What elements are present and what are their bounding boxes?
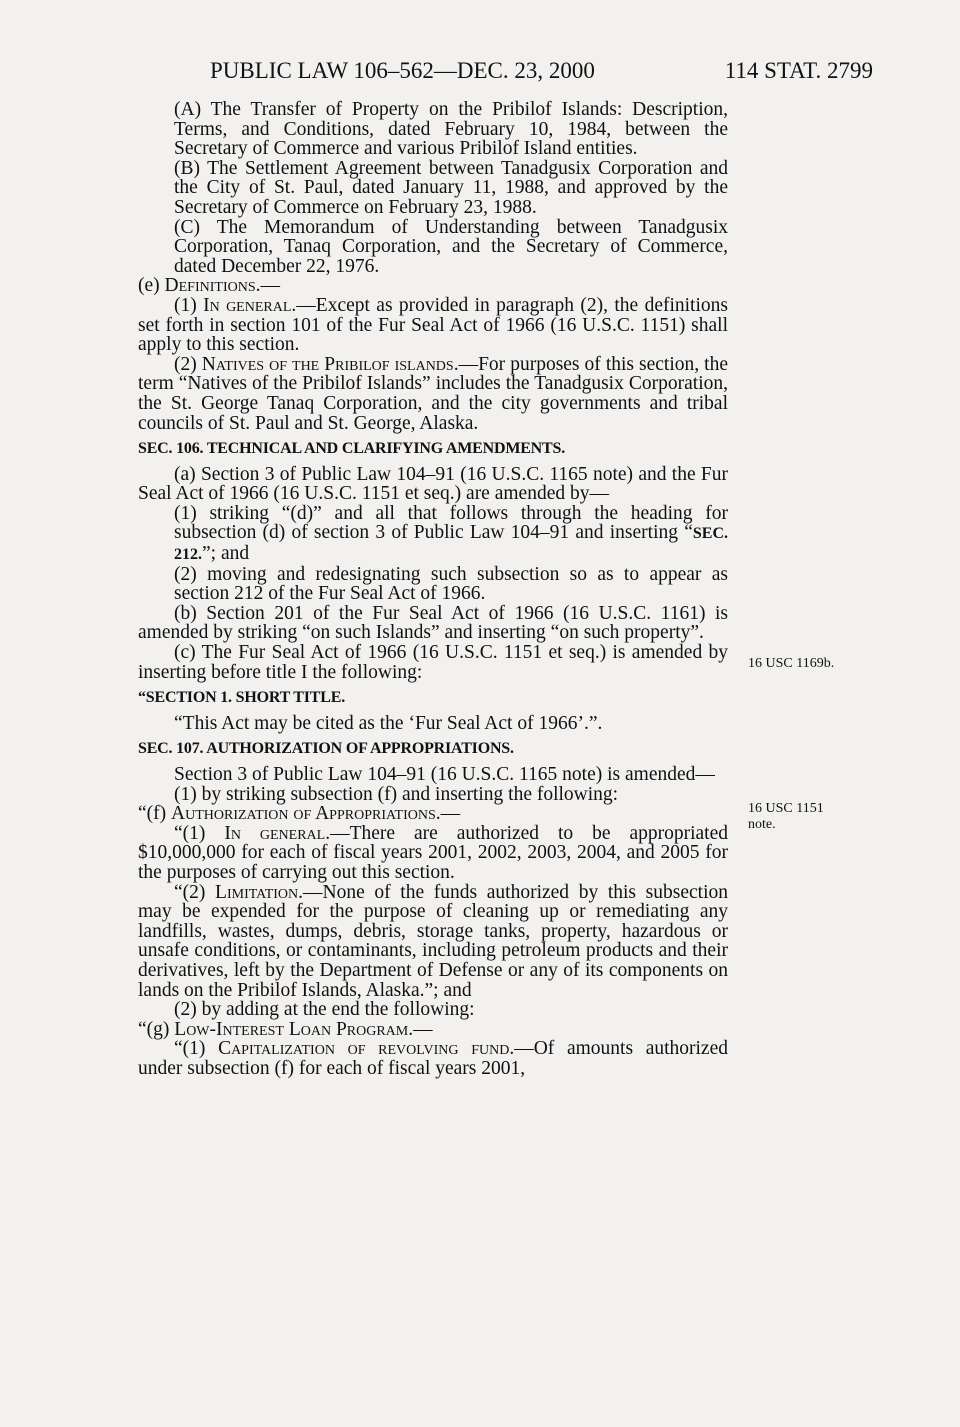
- document-body: [138, 100, 728, 1079]
- section-106-a1: (1) striking “(d)” and all that follows through the heading for subsection (d) of section 3 of Public Law 104–91 and inserting “SEC. 212.”; and: [174, 502, 728, 565]
- section-106-a2: (2) moving and redesignating such subsection so as to appear as section 212 of the Fur Seal Act of 1966.: [174, 563, 728, 605]
- paragraph-f2-limitation: “(2) Limitation.—None of the funds authorized by this subsection may be expended for the purpose of cleaning up or remediating any landfills, wastes, dumps, debris, storage tanks, property, hazardous or unsafe conditions, or contaminants, including petroleum products and their derivatives, left by the Department of Defense or any of its components on lands on the Pribilof Islands, Alaska.”; and: [138, 881, 728, 1001]
- margin-note-1151-line1: 16 USC 1151: [748, 801, 824, 816]
- page-header: [138, 58, 873, 88]
- section-107-1: (1) by striking subsection (f) and inserting the following:: [174, 783, 619, 805]
- margin-note-1151-line2: note.: [748, 817, 776, 832]
- paragraph-c-memorandum: (C) The Memorandum of Understanding between Tanadgusix Corporation, Tanaq Corporation, and the Secretary of Commerce, dated December 22, 1976.: [174, 216, 728, 277]
- margin-note-1169b: 16 USC 1169b.: [748, 656, 835, 671]
- margin-note-1151: [748, 801, 824, 833]
- paragraph-g1-capitalization: “(1) Capitalization of revolving fund.—Of amounts authorized under subsection (f) for each of fiscal years 2001,: [138, 1038, 728, 1079]
- subsection-e-definitions: (e) Definitions.—: [138, 275, 280, 297]
- subsection-g-loan-program: “(g) Low-Interest Loan Program.—: [138, 1018, 433, 1040]
- section-1-short-title-text: “This Act may be cited as the ‘Fur Seal Act of 1966’.”.: [174, 712, 603, 734]
- header-law-citation: PUBLIC LAW 106–562—DEC. 23, 2000: [210, 58, 595, 83]
- section-107-2: (2) by adding at the end the following:: [174, 999, 475, 1021]
- section-107-intro: Section 3 of Public Law 104–91 (16 U.S.C. 1165 note) is amended—: [174, 764, 715, 785]
- paragraph-b-settlement: (B) The Settlement Agreement between Tanadgusix Corporation and the City of St. Paul, dated January 11, 1988, and approved by the Secretary of Commerce on February 23, 1988.: [174, 157, 728, 218]
- section-107-heading: SEC. 107. AUTHORIZATION OF APPROPRIATIONS.: [138, 740, 514, 758]
- section-106-c: (c) The Fur Seal Act of 1966 (16 U.S.C. 1151 et seq.) is amended by inserting before title I the following:: [138, 642, 728, 683]
- section-106-a: (a) Section 3 of Public Law 104–91 (16 U.S.C. 1165 note) and the Fur Seal Act of 1966 (16 U.S.C. 1151 et seq.) are amended by—: [138, 463, 728, 505]
- section-106-heading: SEC. 106. TECHNICAL AND CLARIFYING AMENDMENTS.: [138, 440, 566, 458]
- paragraph-f1-in-general: “(1) In general.—There are authorized to be appropriated $10,000,000 for each of fiscal years 2001, 2002, 2003, 2004, and 2005 for the purposes of carrying out this section.: [138, 822, 728, 883]
- section-106-b: (b) Section 201 of the Fur Seal Act of 1966 (16 U.S.C. 1161) is amended by striking “on such Islands” and inserting “on such property”.: [138, 602, 728, 644]
- paragraph-e2-natives: (2) Natives of the Pribilof islands.—For purposes of this section, the term “Natives of the Pribilof Islands” includes the Tanadgusix Corporation, the St. George Tanaq Corporation, and the city governments and tribal councils of St. Paul and St. George, Alaska.: [138, 353, 728, 434]
- section-1-short-title-heading: “SECTION 1. SHORT TITLE.: [138, 689, 346, 707]
- paragraph-e1-in-general: (1) In general.—Except as provided in paragraph (2), the definitions set forth in section 101 of the Fur Seal Act of 1966 (16 U.S.C. 1151) shall apply to this section.: [138, 294, 728, 356]
- subsection-f-authorization: “(f) Authorization of Appropriations.—: [138, 803, 461, 825]
- paragraph-a-transfer: (A) The Transfer of Property on the Pribilof Islands: Description, Terms, and Conditions, dated February 10, 1984, between the Secretary of Commerce and various Pribilof Island entities.: [174, 99, 728, 160]
- header-statute-page: 114 STAT. 2799: [724, 58, 873, 83]
